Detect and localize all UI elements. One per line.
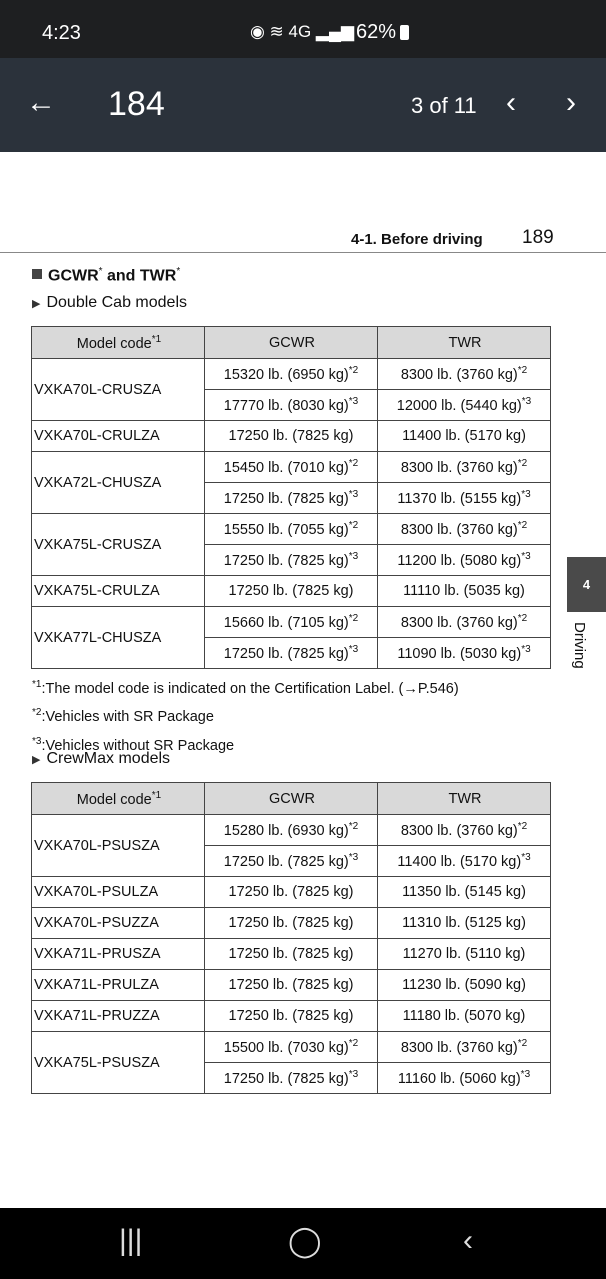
subheading-crewmax — [32, 750, 170, 768]
model-cell: VXKA71L-PRUZZA — [32, 1001, 205, 1032]
section-title: 4-1. Before driving — [351, 231, 483, 248]
chapter-label: Driving — [571, 622, 588, 669]
gcwr-cell: 17250 lb. (7825 kg) — [205, 877, 378, 908]
gcwr-cell: 17250 lb. (7825 kg) — [205, 576, 378, 607]
twr-cell: 8300 lb. (3760 kg)$^{*2}$ — [378, 514, 551, 545]
model-cell: VXKA72L-CHUSZA — [32, 452, 205, 514]
home-button[interactable]: ◯ — [288, 1225, 322, 1258]
twr-cell: 11200 lb. (5080 kg)$^{*3}$ — [378, 545, 551, 576]
gcwr-cell: 17770 lb. (8030 kg)$^{*3}$ — [205, 390, 378, 421]
heading-part-gcwr: GCWR — [48, 267, 99, 285]
gcwr-cell: 15320 lb. (6950 kg)$^{*2}$ — [205, 359, 378, 390]
table-row — [32, 939, 551, 970]
table-row — [32, 1001, 551, 1032]
next-page-button[interactable]: › — [566, 86, 576, 119]
table-row — [32, 452, 551, 483]
twr-cell: 11310 lb. (5125 kg) — [378, 908, 551, 939]
gcwr-cell: 17250 lb. (7825 kg) — [205, 1001, 378, 1032]
battery-icon — [400, 25, 409, 40]
gcwr-cell: 17250 lb. (7825 kg)$^{*3}$ — [205, 638, 378, 669]
footnote-1: $^{*1}$:The model code is indicated on the Certification Label. (→P.546) — [32, 679, 459, 697]
twr-cell: 11230 lb. (5090 kg) — [378, 970, 551, 1001]
table-row — [32, 970, 551, 1001]
model-cell: VXKA71L-PRULZA — [32, 970, 205, 1001]
gcwr-cell: 15550 lb. (7055 kg)$^{*2}$ — [205, 514, 378, 545]
model-cell: VXKA70L-PSULZA — [32, 877, 205, 908]
gcwr-cell: 17250 lb. (7825 kg)$^{*3}$ — [205, 483, 378, 514]
model-cell: VXKA70L-PSUSZA — [32, 815, 205, 877]
double-cab-table — [31, 326, 551, 669]
table-row — [32, 1032, 551, 1063]
battery-indicator — [356, 21, 409, 44]
model-cell: VXKA70L-CRULZA — [32, 421, 205, 452]
triangle-bullet-icon: ▶ — [32, 754, 41, 766]
column-header-twr: TWR — [378, 327, 551, 359]
twr-cell: 11090 lb. (5030 kg)$^{*3}$ — [378, 638, 551, 669]
column-header-twr: TWR — [378, 783, 551, 815]
twr-cell: 11180 lb. (5070 kg) — [378, 1001, 551, 1032]
model-cell: VXKA75L-CRUSZA — [32, 514, 205, 576]
subheading-double-cab — [32, 294, 187, 312]
table-header-row — [32, 327, 551, 359]
twr-cell: 11160 lb. (5060 kg)$^{*3}$ — [378, 1063, 551, 1094]
square-bullet-icon — [32, 269, 42, 279]
model-cell: VXKA71L-PRUSZA — [32, 939, 205, 970]
model-cell: VXKA75L-PSUSZA — [32, 1032, 205, 1094]
gcwr-cell: 17250 lb. (7825 kg)$^{*3}$ — [205, 1063, 378, 1094]
table-row — [32, 607, 551, 638]
twr-cell: 11110 lb. (5035 kg) — [378, 576, 551, 607]
crewmax-table — [31, 782, 551, 1094]
gcwr-cell: 17250 lb. (7825 kg) — [205, 421, 378, 452]
gcwr-cell: 15500 lb. (7030 kg)$^{*2}$ — [205, 1032, 378, 1063]
system-nav-bar — [0, 1208, 606, 1279]
footnotes — [32, 673, 459, 758]
back-arrow-icon[interactable]: ← — [26, 86, 56, 119]
table-row — [32, 877, 551, 908]
table-row — [32, 514, 551, 545]
twr-cell: 11400 lb. (5170 kg) — [378, 421, 551, 452]
model-cell: VXKA75L-CRULZA — [32, 576, 205, 607]
system-back-button[interactable]: ‹ — [463, 1224, 473, 1257]
twr-cell: 11270 lb. (5110 kg) — [378, 939, 551, 970]
battery-percent: 62% — [356, 21, 397, 43]
twr-cell: 12000 lb. (5440 kg)$^{*3}$ — [378, 390, 551, 421]
model-cell: VXKA70L-CRUSZA — [32, 359, 205, 421]
page-counter: 3 of 11 — [411, 93, 477, 118]
model-cell: VXKA70L-PSUZZA — [32, 908, 205, 939]
table-row — [32, 908, 551, 939]
table-row — [32, 576, 551, 607]
table-header-row — [32, 783, 551, 815]
page-header — [0, 226, 606, 253]
heading-asterisk: * — [98, 266, 103, 277]
twr-cell: 8300 lb. (3760 kg)$^{*2}$ — [378, 607, 551, 638]
twr-cell: 8300 lb. (3760 kg)$^{*2}$ — [378, 452, 551, 483]
gcwr-cell: 15660 lb. (7105 kg)$^{*2}$ — [205, 607, 378, 638]
column-header-model: Model code$^{*1}$ — [32, 783, 205, 815]
status-icons: ◉ ≋ 4G ▂▄▆ — [250, 22, 355, 41]
previous-page-button[interactable]: ‹ — [506, 86, 516, 119]
heading-asterisk: * — [176, 266, 181, 277]
document-page-number: 189 — [522, 227, 554, 248]
twr-cell: 11400 lb. (5170 kg)$^{*3}$ — [378, 846, 551, 877]
gcwr-cell: 17250 lb. (7825 kg)$^{*3}$ — [205, 545, 378, 576]
gcwr-cell: 17250 lb. (7825 kg)$^{*3}$ — [205, 846, 378, 877]
clock: 4:23 — [42, 22, 81, 44]
twr-cell: 8300 lb. (3760 kg)$^{*2}$ — [378, 359, 551, 390]
subheading-text: CrewMax models — [46, 750, 171, 767]
footnote-2: $^{*2}$:Vehicles with SR Package — [32, 707, 214, 726]
model-cell: VXKA77L-CHUSZA — [32, 607, 205, 669]
table-row — [32, 815, 551, 846]
subheading-text: Double Cab models — [46, 294, 187, 311]
page-number[interactable]: 184 — [108, 85, 165, 123]
twr-cell: 8300 lb. (3760 kg)$^{*2}$ — [378, 815, 551, 846]
column-header-gcwr: GCWR — [205, 327, 378, 359]
status-bar — [0, 0, 606, 58]
gcwr-cell: 17250 lb. (7825 kg) — [205, 908, 378, 939]
table-row — [32, 359, 551, 390]
heading-gcwr-twr — [32, 266, 180, 285]
chapter-tab: 4 — [567, 557, 606, 612]
gcwr-cell: 15450 lb. (7010 kg)$^{*2}$ — [205, 452, 378, 483]
triangle-bullet-icon: ▶ — [32, 298, 41, 310]
twr-cell: 11350 lb. (5145 kg) — [378, 877, 551, 908]
gcwr-cell: 17250 lb. (7825 kg) — [205, 970, 378, 1001]
heading-part-twr: and TWR — [102, 267, 177, 285]
recents-button[interactable]: ||| — [119, 1224, 143, 1257]
column-header-model: Model code$^{*1}$ — [32, 327, 205, 359]
column-header-gcwr: GCWR — [205, 783, 378, 815]
table-row — [32, 421, 551, 452]
gcwr-cell: 17250 lb. (7825 kg) — [205, 939, 378, 970]
gcwr-cell: 15280 lb. (6930 kg)$^{*2}$ — [205, 815, 378, 846]
twr-cell: 11370 lb. (5155 kg)$^{*3}$ — [378, 483, 551, 514]
footnote-3: $^{*3}$:Vehicles without SR Package — [32, 735, 235, 754]
twr-cell: 8300 lb. (3760 kg)$^{*2}$ — [378, 1032, 551, 1063]
viewer-toolbar — [0, 58, 606, 152]
